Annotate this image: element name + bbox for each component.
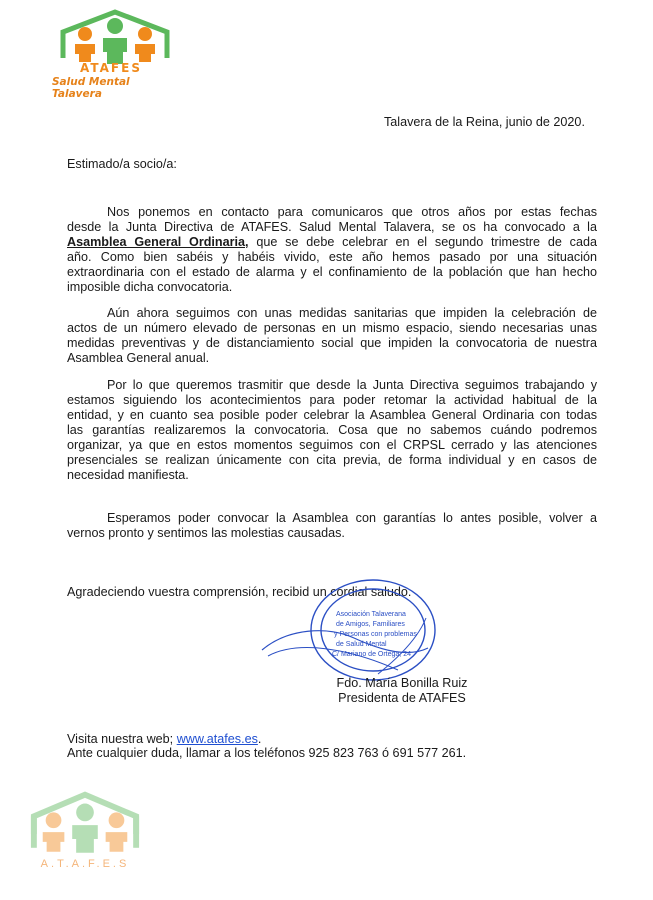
- text-line: vernos pronto y sentimos las molestias causadas.: [67, 526, 345, 540]
- text-line: Por lo que queremos trasmitir que desde la Junta Directiva seguimos trabajando y: [107, 378, 597, 392]
- text-line: organizar, ya que en estos momentos seguimos con el CRPSL cerrado y las atenciones: [67, 438, 597, 452]
- text-line: Asamblea General anual.: [67, 351, 210, 365]
- paragraph-1: [67, 205, 597, 295]
- letter-date: Talavera de la Reina, junio de 2020.: [384, 115, 585, 129]
- signer-role: Presidenta de ATAFES: [338, 691, 466, 705]
- text-line: Esperamos poder convocar la Asamblea con garantías lo antes posible, volver a: [107, 511, 597, 525]
- contact-phones: Ante cualquier duda, llamar a los teléfonos 925 823 763 ó 691 577 261.: [67, 746, 467, 760]
- logo-figure-left-body: [75, 44, 95, 62]
- text-line: Aún ahora seguimos con unas medidas sanitarias que impiden la celebración de: [107, 306, 597, 320]
- text-line: presenciales se realizan únicamente con cita previa, de forma individual y en casos de: [67, 453, 597, 467]
- meeting-name: Asamblea General Ordinaria,: [67, 235, 249, 249]
- stamp-text-line: C/ Mariano de Ortega, 24: [332, 651, 411, 658]
- signature-block: [290, 676, 514, 706]
- paragraph-3: [67, 378, 597, 483]
- closing-line: Agradeciendo vuestra comprensión, recibid un cordial saludo.: [67, 585, 412, 599]
- text-line: necesidad manifiesta.: [67, 468, 189, 482]
- website-suffix: .: [257, 732, 262, 746]
- signer-name: Fdo. María Bonilla Ruiz: [336, 676, 468, 690]
- text-line: extraordinaria con el estado de alarma y el confinamiento de la población que han hecho: [67, 265, 597, 279]
- logo-figure-left-head: [78, 27, 92, 41]
- watermark-acronym: A.T.A.F.E.S: [40, 858, 130, 870]
- logo-figure-right-body: [135, 44, 155, 62]
- paragraph-4: [67, 511, 597, 541]
- text-line: Nos ponemos en contacto para comunicaros que otros años por estas fechas: [107, 205, 597, 219]
- text-line: entidad, y en cuanto sea posible poder celebrar la Asamblea General Ordinaria con todas: [67, 408, 597, 422]
- website-line: [67, 732, 261, 747]
- text-line: [67, 235, 597, 250]
- logo-acronym: ATAFES: [80, 61, 142, 75]
- stamp-text-line: y Personas con problemas: [334, 631, 417, 638]
- text-line: estamos siguiendo los acontecimientos para poder retomar la actividad habitual de la: [67, 393, 597, 407]
- organization-stamp: [258, 578, 438, 688]
- website-prefix: Visita nuestra web;: [67, 732, 177, 746]
- text-line: las garantías realizaremos la convocatoria. Cosa que no sabemos cuándo podremos: [67, 423, 597, 437]
- logo-figure-right-head: [138, 27, 152, 41]
- stamp-text-line: Asociación Talaverana: [336, 611, 406, 618]
- text-line: actos de un número elevado de personas en un mismo espacio, siendo necesarias unas: [67, 321, 597, 335]
- text-span: que se debe celebrar en el segundo trimestre de cada: [248, 235, 597, 249]
- stamp-text-line: de Amigos, Familiares: [336, 621, 405, 628]
- website-link[interactable]: www.atafes.es: [176, 732, 258, 746]
- salutation: Estimado/a socio/a:: [67, 157, 177, 171]
- logo-tagline: Salud Mental Talavera: [52, 76, 130, 100]
- paragraph-2: [67, 306, 597, 366]
- stamp-outer-ring: [311, 580, 435, 680]
- text-line: desde la Junta Directiva de ATAFES. Salud Mental Talavera, se os ha convocado a la: [67, 220, 597, 234]
- text-line: medidas preventivas y de distanciamiento social que impiden la convocatoria de nuestra: [67, 336, 597, 350]
- stamp-inner-ring: [321, 589, 425, 671]
- text-line: año. Como bien sabéis y habéis vivido, este año hemos pasado por una situación: [67, 250, 597, 264]
- stamp-text-line: de Salud Mental: [336, 641, 387, 648]
- text-line: imposible dicha convocatoria.: [67, 280, 233, 294]
- logo-figure-center-head: [107, 18, 123, 34]
